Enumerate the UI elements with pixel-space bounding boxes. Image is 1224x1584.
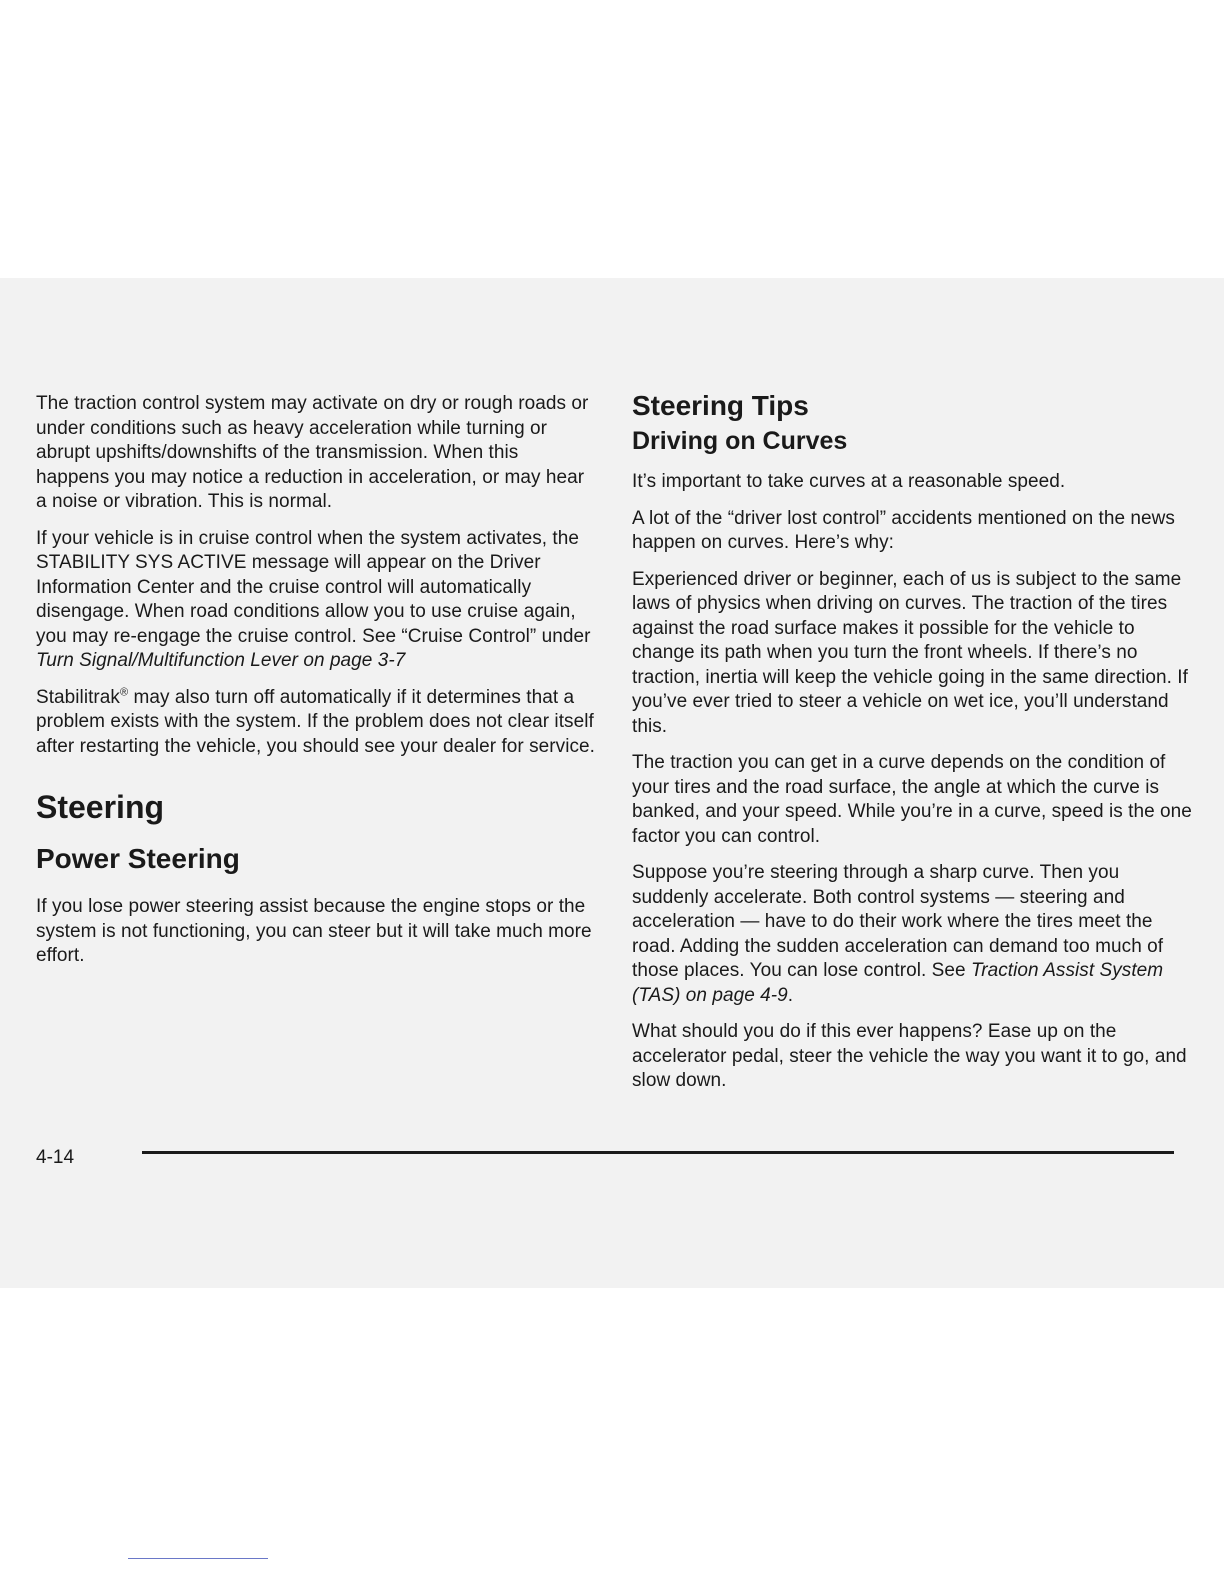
- stabilitrak-text: may also turn off automatically if it determines that a problem exists with the system. If the problem does not clear itself after restarting the vehicle, you should see your dealer for service.: [36, 686, 595, 757]
- cruise-control-text: If your vehicle is in cruise control when the system activates, the STABILITY SYS ACTIVE message will appear on the Driver Information Center and the cruise control will automatically disengage. When road conditions allow you to use cruise again, you may re-engage the cruise control. See “Cruise Control” under: [36, 527, 591, 647]
- right-column: [632, 390, 1192, 1106]
- driving-on-curves-heading: Driving on Curves: [632, 427, 848, 455]
- stabilitrak-paragraph: [36, 686, 596, 760]
- cruise-control-paragraph: [36, 527, 596, 674]
- steering-tips-heading: Steering Tips: [632, 390, 809, 421]
- steering-heading: Steering: [36, 789, 165, 825]
- turn-signal-reference: Turn Signal/Multifunction Lever on page 3-7: [36, 650, 406, 671]
- traction-paragraph: The traction control system may activate on dry or rough roads or under conditions such as heavy acceleration while turning or abrupt upshifts/downshifts of the transmission. When this happens you may notice a reduction in acceleration, or may hear a noise or vibration. This is normal.: [36, 393, 589, 512]
- power-steering-paragraph: If you lose power steering assist because the engine stops or the system is not functioning, you can steer but it will take much more effort.: [36, 896, 592, 966]
- registered-mark: ®: [119, 686, 129, 699]
- ease-up-paragraph: What should you do if this ever happens? Ease up on the accelerator pedal, steer the vehicle the way you want it to go, and slow down.: [632, 1021, 1187, 1091]
- physics-paragraph: Experienced driver or beginner, each of us is subject to the same laws of physics when driving on curves. The traction of the tires against the road surface makes it possible for the vehicle to change its path when you turn the front wheels. If there’s no traction, inertia will keep the vehicle going in the same direction. If you’ve ever tried to steer a vehicle on wet ice, you’ll understand this.: [632, 568, 1188, 737]
- page-number: 4-14: [36, 1147, 75, 1168]
- sharp-curve-paragraph: [632, 861, 1192, 1008]
- footer-rule: [142, 1151, 1174, 1154]
- bottom-divider: [128, 1558, 268, 1559]
- accidents-paragraph: A lot of the “driver lost control” accidents mentioned on the news happen on curves. Here’s why:: [632, 507, 1175, 553]
- stabilitrak-brand: Stabilitrak: [36, 686, 120, 708]
- traction-curve-paragraph: The traction you can get in a curve depends on the condition of your tires and the road surface, the angle at which the curve is banked, and your speed. While you’re in a curve, speed is the one factor you can control.: [632, 752, 1192, 847]
- power-steering-heading: Power Steering: [36, 843, 240, 874]
- curves-speed-paragraph: It’s important to take curves at a reasonable speed.: [632, 471, 1066, 492]
- sharp-curve-text: Suppose you’re steering through a sharp curve. Then you suddenly accelerate. Both control systems — steering and acceleration — have to do their work where the tires meet the road. Adding the sudden acceleration can demand too much of those places. You can lose control. See: [632, 862, 1164, 981]
- tas-reference: Traction Assist System (TAS) on page 4-9: [632, 960, 1164, 1006]
- left-column: [36, 392, 596, 981]
- sharp-curve-end: .: [787, 984, 794, 1006]
